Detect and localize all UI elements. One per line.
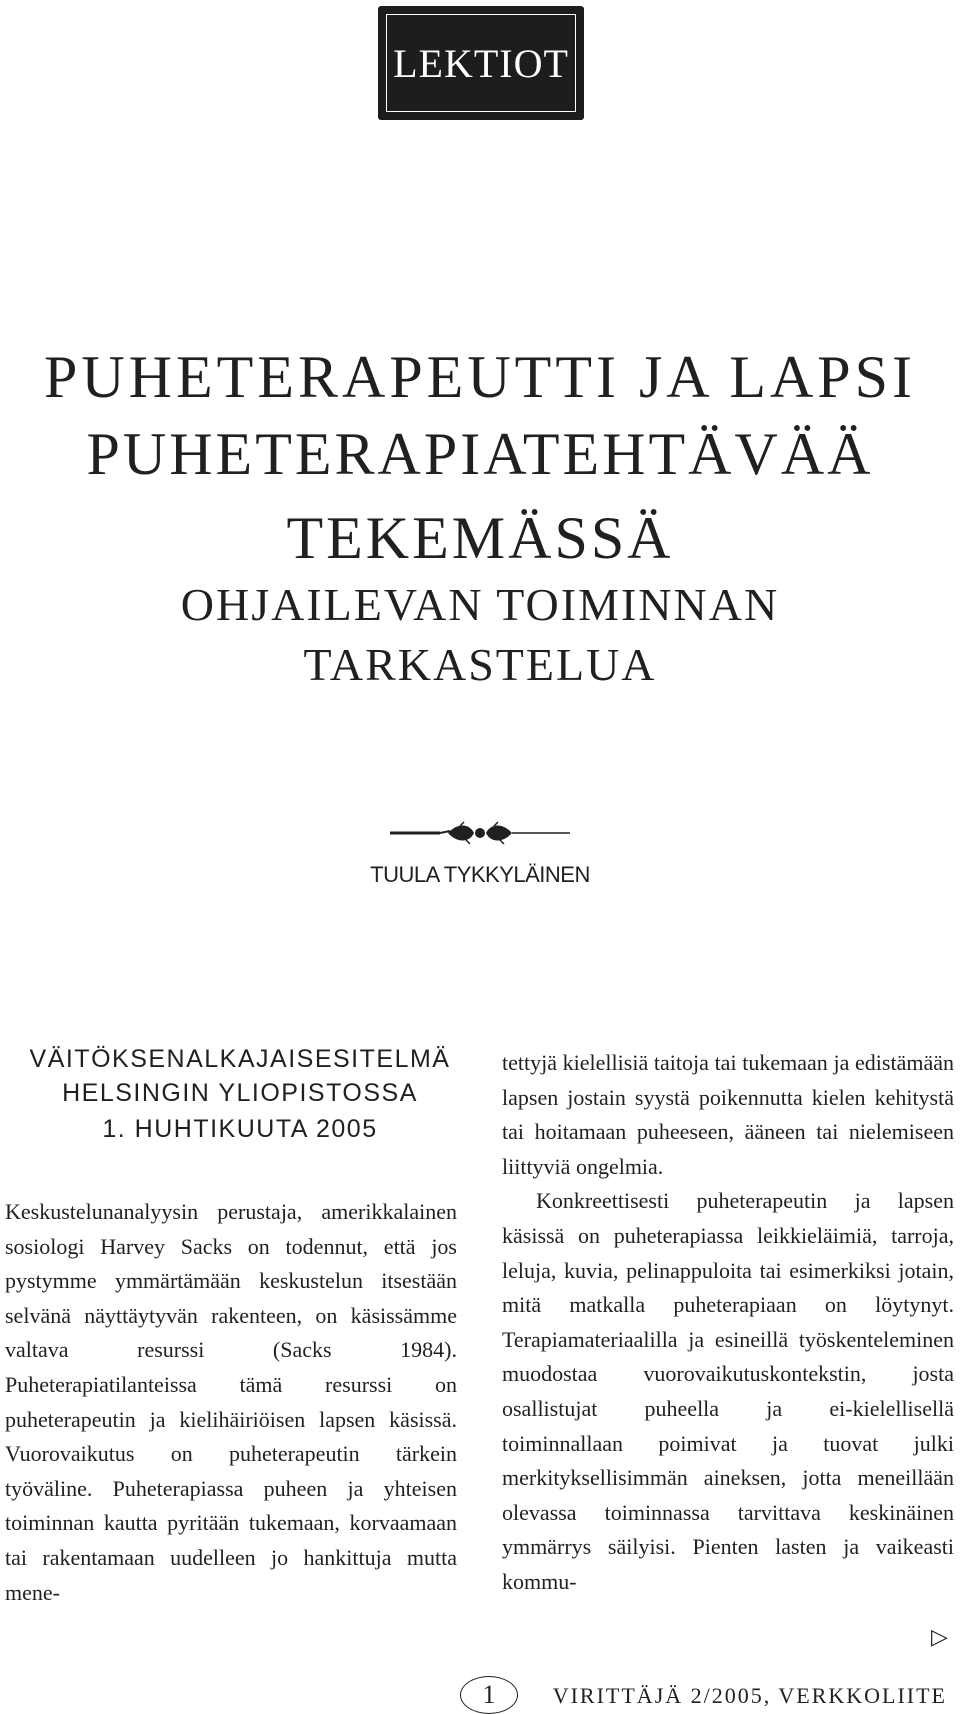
continue-arrow-icon: ▷	[931, 1625, 948, 1650]
footer-publication: VIRITTÄJÄ 2/2005, VERKKOLIITE	[552, 1683, 947, 1708]
author-name: TUULA TYKKYLÄINEN	[370, 862, 590, 887]
section-logo	[378, 6, 584, 120]
dissertation-line-3: 1. HUHTIKUUTA 2005	[102, 1115, 378, 1143]
title-line-3: TEKEMÄSSÄ	[286, 505, 674, 571]
left-column	[5, 1195, 457, 1610]
dissertation-line-1: VÄITÖKSENALKAJAISESITELMÄ	[29, 1045, 451, 1073]
right-column	[502, 1046, 954, 1600]
body-paragraph: Keskustelunanalyysin perustaja, amerikkalainen sosiologi Harvey Sacks on todennut, että jos pystymme ymmärtämään keskustelun itsestään selvänä näyttäytyvän rakenteen, on käsissämme valtava resurssi (Sacks 1984). Puheterapiatilanteissa tämä resurssi on puheterapeutin ja kielihäiriöisen lapsen käsissä. Vuorovaikutus on puheterapeutin tärkein työväline. Puheterapiassa puheen ja yhteisen toiminnan kautta pyritään tukemaan, korvaamaan tai rakentamaan uudelleen jo hankittuja mutta mene-	[5, 1199, 457, 1605]
ornamental-divider-icon	[390, 820, 570, 846]
subtitle-line-2: TARKASTELUA	[303, 639, 657, 690]
body-paragraph: tettyjä kielellisiä taitoja tai tukemaan ja edistämään lapsen jostain syystä poikennutta kielen kehitystä tai hoitamaan puheeseen, ääneen tai nielemiseen liittyviä ongelmia.	[502, 1050, 954, 1179]
subtitle-line-1: OHJAILEVAN TOIMINNAN	[180, 579, 780, 630]
section-logo-text: LEKTIOT	[393, 41, 569, 86]
dissertation-line-2: HELSINGIN YLIOPISTOSSA	[62, 1079, 418, 1107]
page-number: 1	[460, 1676, 518, 1714]
title-line-2: PUHETERAPIATEHTÄVÄÄ	[86, 421, 874, 487]
title-line-1: PUHETERAPEUTTI JA LAPSI	[43, 344, 917, 410]
body-paragraph: Konkreettisesti puheterapeutin ja lapsen käsissä on puheterapiassa leikkieläimiä, tarroja, leluja, kuvia, pelinappuloita tai esimerkiksi jotain, mitä matkalla puheterapiaan on löytynyt. Terapiamateriaalilla ja esineillä työskenteleminen muodostaa vuorovaikutuskontekstin, josta osallistujat puheella ja ei-kielellisellä toiminnallaan poimivat ja tuovat julki merkityksellisimmän aineksen, jotta meneillään olevassa toiminnassa tarvittava keskinäinen ymmärrys säilyisi. Pienten lasten ja vaikeasti kommu-	[502, 1188, 954, 1594]
